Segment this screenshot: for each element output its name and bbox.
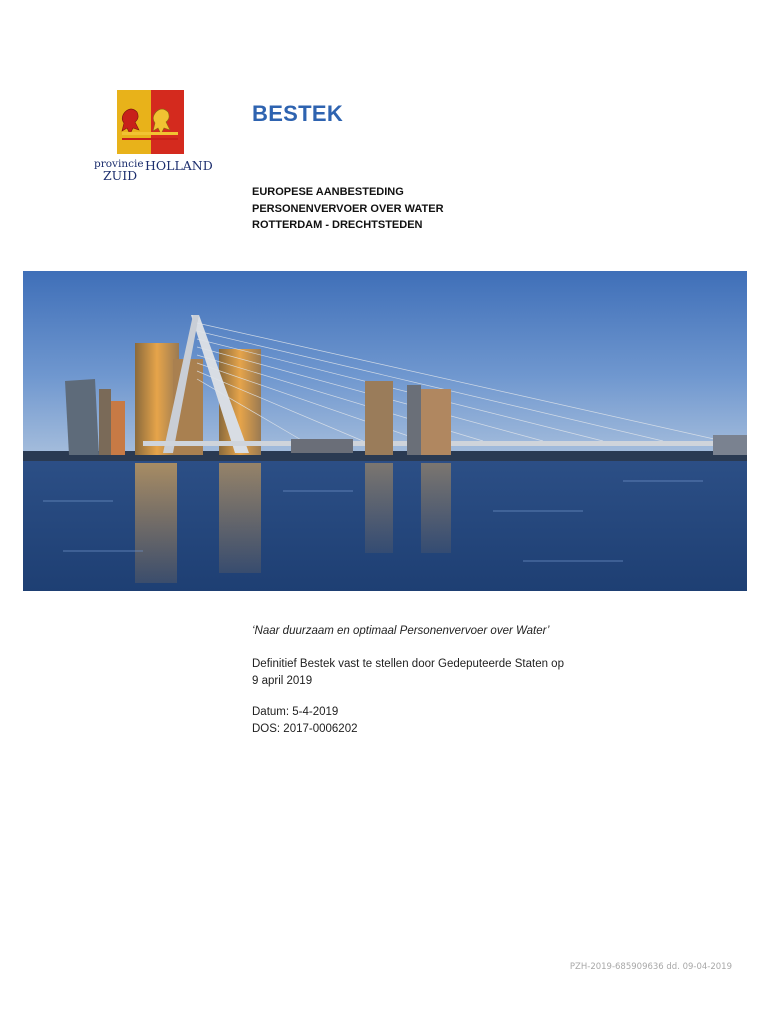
decision-line: 9 april 2019 — [252, 675, 313, 687]
decision-line: Definitief Bestek vast te stellen door Gedeputeerde Staten op — [252, 658, 564, 670]
dos-line: DOS: 2017-0006202 — [252, 723, 358, 735]
document-meta — [252, 704, 672, 738]
document-title: BESTEK — [252, 101, 344, 126]
document-subtitle — [252, 184, 444, 234]
logo-text-holland: HOLLAND — [145, 158, 213, 173]
date-line: Datum: 5-4-2019 — [252, 706, 339, 718]
tagline: ‘Naar duurzaam en optimaal Personenvervoer over Water’ — [252, 625, 550, 637]
cover-photo-rotterdam-skyline — [23, 271, 747, 591]
provincie-zuid-holland-logo — [92, 90, 222, 186]
subtitle-line: ROTTERDAM - DRECHTSTEDEN — [252, 219, 423, 231]
logo-text-provincie: provincie — [94, 158, 144, 170]
logo-text-zuid: ZUID — [103, 168, 138, 183]
decision-statement — [252, 656, 672, 690]
subtitle-line: EUROPESE AANBESTEDING — [252, 186, 404, 198]
subtitle-line: PERSONENVERVOER OVER WATER — [252, 202, 444, 215]
document-footer-id: PZH-2019-685909636 dd. 09-04-2019 — [569, 962, 732, 972]
